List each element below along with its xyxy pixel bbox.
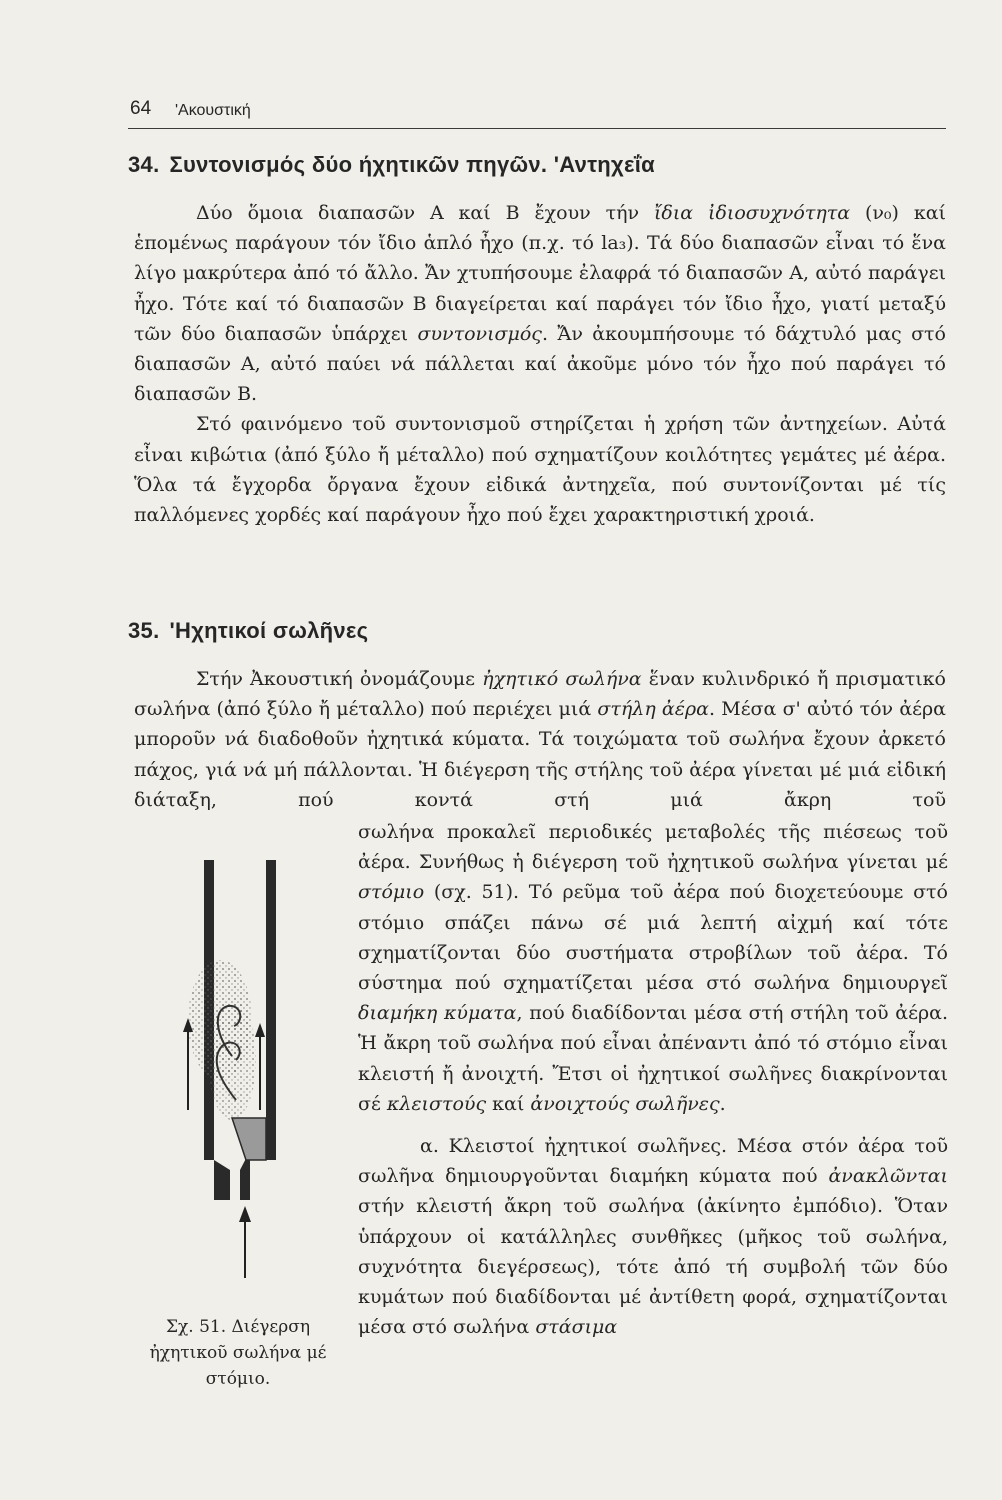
side-arrow-right-head <box>255 1023 265 1037</box>
air-stipple-inner <box>208 1000 256 1120</box>
section-35-heading <box>128 618 368 644</box>
organ-pipe-figure <box>150 860 330 1280</box>
section-35-paragraph-1: Στήν Ἀκουστική ὀνομάζουμε ἠχητικό σωλήνα ἕναν κυλινδρικό ἤ πρισματικό σωλήνα (ἀπό ξύλο ἤ μέταλλο) πού περιέχει μιά στήλη ἀέρα. Μέσα σ' αὐτό τόν ἀέρα μποροῦν νά διαδοθοῦν ἠχητικά κύματα. Τά τοιχώματα τοῦ σωλήνα ἔχουν ἀρκετό πάχος, γιά νά μή πάλλονται. Ἡ διέγερση τῆς στήλης τοῦ ἀέρα γίνεται μέ μιά εἰδική διάταξη, πού κοντά στή μιά ἄκρη τοῦ <box>134 668 946 811</box>
section-35-body-full <box>134 664 946 814</box>
section-34-paragraph-2: Στό φαινόμενο τοῦ συντονισμοῦ στηρίζεται ἡ χρήση τῶν ἀντηχείων. Αὐτά εἶναι κιβώτια (ἀπό ξύλο ἤ μέταλλο) πού σχηματίζουν κοιλότητες γεμάτες μέ ἀέρα. Ὅλα τά ἔγχορδα ὄργανα ἔχουν εἰδικά ἀντηχεῖα, πού συντονίζονται μέ τίς παλλόμενες χορδές καί παράγουν ἦχο πού ἔχει χαρακτηριστική χροιά. <box>134 413 946 527</box>
section-35-title: 'Ηχητικοί σωλῆνες <box>169 618 369 643</box>
section-35-number: 35. <box>128 618 160 643</box>
section-34-title: Συντονισμός δύο ήχητικῶν πηγῶν. 'Αντηχεΐα <box>169 152 655 177</box>
figure-caption: Σχ. 51. Διέγερση ἠχητικοῦ σωλήνα μέ στόμιο. <box>149 1317 327 1389</box>
pipe-foot-left <box>214 1160 230 1200</box>
section-34-number: 34. <box>128 152 160 177</box>
pipe-right-wall <box>266 860 276 1120</box>
running-title: 'Ακουστική <box>175 102 251 119</box>
header-rule <box>128 128 946 129</box>
languid <box>232 1118 266 1160</box>
section-35-paragraph-1-continued: σωλήνα προκαλεῖ περιοδικές μεταβολές τῆς πιέσεως τοῦ ἀέρα. Συνήθως ἡ διέγερση τοῦ ἠχητικοῦ σωλήνα γίνεται μέ στόμιο (σχ. 51). Τό ρεῦμα τοῦ ἀέρα πού διοχετεύουμε στό στόμιο σπάζει πάνω σέ μιά λεπτή αἰχμή καί τότε σχηματίζονται δύο συστήματα στροβίλων τοῦ ἀέρα. Τό σύστημα πού σχηματίζεται μέσα στό σωλήνα δημιουργεῖ διαμήκη κύματα, πού διαδίδονται μέσα στή στήλη τοῦ ἀέρα. Ἡ ἄκρη τοῦ σωλήνα πού εἶναι ἀπέναντι ἀπό τό στόμιο εἶναι κλειστή ἤ ἀνοιχτή. Ἔτσι οἱ ἠχητικοί σωλῆνες διακρίνονται σέ κλειστούς καί ἀνοιχτούς σωλῆνες. <box>358 821 948 1115</box>
section-34-body <box>134 198 946 530</box>
page-number: 64 <box>130 98 152 119</box>
section-34-heading <box>128 152 655 178</box>
section-34-paragraph-1: Δύο ὅμοια διαπασῶν Α καί Β ἔχουν τήν ἴδια ἰδιοσυχνότητα (ν₀) καί ἑπομένως παράγουν τόν ἴδιο ἁπλό ἦχο (π.χ. τό la₃). Τά δύο διαπασῶν εἶναι τό ἕνα λίγο μακρύτερα ἀπό τό ἄλλο. Ἄν χτυπήσουμε ἐλαφρά τό διαπασῶν Α, αὐτό παράγει ἦχο. Τότε καί τό διαπασῶν Β διαγείρεται καί παράγει τόν ἴδιο ἦχο, γιατί μεταξύ τῶν δύο διαπασῶν ὑπάρχει συντονισμός. Ἄν ἀκουμπήσουμε τό δάχτυλό μας στό διαπασῶν Α, αὐτό παύει νά πάλλεται καί ἀκοῦμε μόνο τόν ἦχο πού παράγει τό διαπασῶν Β. <box>134 202 946 406</box>
section-35-paragraph-2: α. Κλειστοί ἠχητικοί σωλῆνες. Μέσα στόν ἀέρα τοῦ σωλῆνα δημιουργοῦνται διαμήκη κύματα πού ἀνακλῶνται στήν κλειστή ἄκρη τοῦ σωλήνα (ἀκίνητο ἐμπόδιο). Ὅταν ὑπάρχουν οἱ κατάλληλες συνθῆκες (μῆκος τοῦ σωλήνα, συχνότητα διεγέρσεως), τότε ἀπό τή συμβολή τῶν δύο κυμάτων πού διαδίδονται μέ ἀντίθετη φορά, σχηματίζονται μέσα στό σωλήνα στάσιμα <box>358 1135 948 1339</box>
section-35-body-column <box>358 817 948 1342</box>
inflow-arrow-head <box>239 1206 251 1222</box>
